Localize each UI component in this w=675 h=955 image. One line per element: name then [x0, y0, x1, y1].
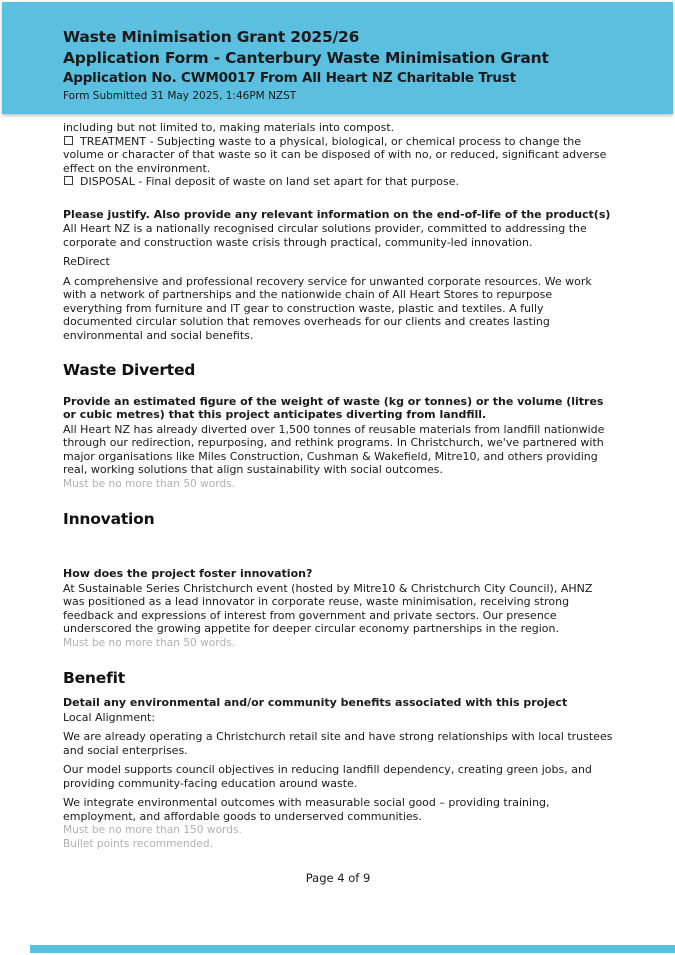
disposal-option: [63, 175, 613, 189]
next-page-banner-strip: [30, 945, 675, 953]
submission-timestamp: Form Submitted 31 May 2025, 1:46PM NZST: [63, 90, 297, 102]
word-limit-hint: Must be no more than 150 words.: [63, 824, 242, 836]
benefit-answer-p3: Our model supports council objectives in reducing landfill dependency, creating green jobs, and providing community-facing education around waste.: [63, 763, 592, 790]
section-heading-waste-diverted: Waste Diverted: [63, 361, 196, 379]
grant-title: Waste Minimisation Grant 2025/26: [63, 28, 360, 46]
justify-answer-p3: A comprehensive and professional recovery service for unwanted corporate resources. We work with a network of partnerships and the nationwide chain of All Heart Stores to repurpose everything from furniture and IT gear to construction waste, plastic and textiles. A fully documented circular solution that removes overheads for our clients and creates lasting environmental and social benefits.: [63, 274, 592, 342]
checkbox-icon: [64, 136, 73, 145]
spacer: [63, 685, 613, 696]
spacer: [63, 378, 613, 395]
benefit-question: Detail any environmental and/or community benefits associated with this project: [63, 696, 568, 709]
innovation-question: How does the project foster innovation?: [63, 567, 313, 580]
application-number: Application No. CWM0017 From All Heart NZ Charitable Trust: [63, 70, 516, 86]
checkbox-icon: [64, 176, 73, 185]
waste-diverted-question: Provide an estimated figure of the weight of waste (kg or tonnes) or the volume (litres or cubic metres) that this project anticipates diverting from landfill.: [63, 394, 604, 421]
waste-diverted-answer: All Heart NZ has already diverted over 1,500 tonnes of reusable materials from landfill nationwide through our redirection, repurposing, and rethink programs. In Christchurch, we've partnered with major organisations like Miles Construction, Cushman & Wakefield, Mitre10, and others providing real, working solutions that align sustainability with social outcomes.: [63, 422, 605, 476]
spacer: [63, 526, 613, 567]
justify-answer-p1: All Heart NZ is a nationally recognised circular solutions provider, committed to addressing the corporate and construction waste crisis through practical, community-led innovation.: [63, 222, 587, 249]
form-title: Application Form - Canterbury Waste Minimisation Grant: [63, 49, 549, 67]
innovation-answer: At Sustainable Series Christchurch event (hosted by Mitre10 & Christchurch City Council), AHNZ was positioned as a lead innovator in corporate reuse, waste minimisation, receiving strong feedback and expressions of interest from government and private sectors. Our presence underscored the growing appetite for deeper circular economy partnerships in the region.: [63, 581, 593, 635]
section-heading-benefit: Benefit: [63, 668, 125, 687]
page-number: Page 4 of 9: [305, 871, 371, 885]
form-content: [63, 121, 613, 886]
benefit-answer-p1: Local Alignment:: [63, 710, 156, 724]
benefit-answer-p4: We integrate environmental outcomes with measurable social good – providing training, employment, and affordable goods to underserved communities.: [63, 796, 550, 823]
disposal-option-label: DISPOSAL - Final deposit of waste on land set apart for that purpose.: [80, 175, 460, 188]
treatment-option-label: TREATMENT - Subjecting waste to a physical, biological, or chemical process to change the volume or character of that waste so it can be disposed of with no, or reduced, significant adverse effect on the environment.: [63, 134, 607, 175]
word-limit-hint: Must be no more than 50 words.: [63, 477, 236, 490]
word-limit-hint: Must be no more than 50 words.: [63, 636, 236, 649]
definition-intro-line: including but not limited to, making materials into compost.: [63, 121, 395, 134]
bullet-points-hint: Bullet points recommended.: [63, 838, 213, 850]
treatment-option: [63, 135, 613, 176]
benefit-answer-p2: We are already operating a Christchurch retail site and have strong relationships with local trustees and social enterprises.: [63, 730, 613, 757]
header-banner: [2, 2, 673, 114]
section-heading-innovation: Innovation: [63, 509, 155, 528]
justify-answer-p2: ReDirect: [63, 255, 110, 268]
justify-question: Please justify. Also provide any relevant information on the end-of-life of the product(s): [63, 207, 611, 221]
